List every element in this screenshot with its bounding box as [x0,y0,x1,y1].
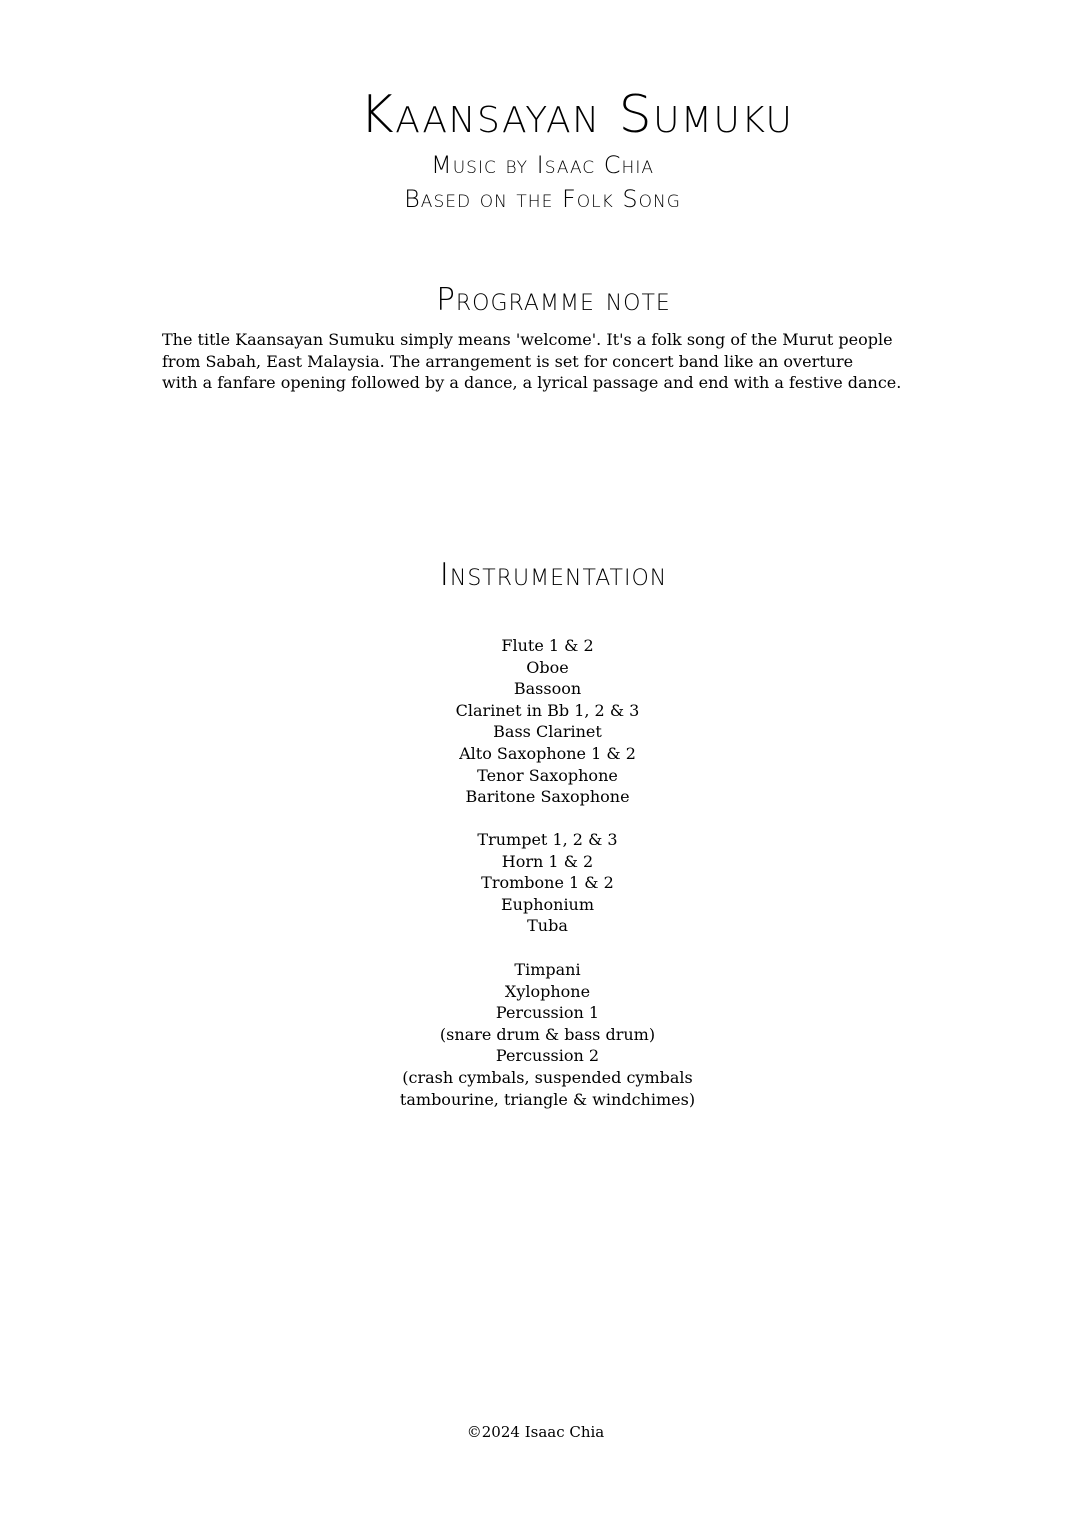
instrument-item: Oboe [526,657,569,677]
instrument-item: Tenor Saxophone [477,765,618,785]
instrument-item: Euphonium [500,894,595,914]
percussion-list [0,959,1071,1110]
instrument-item: Horn 1 & 2 [501,851,594,871]
instrument-item: Percussion 2 [495,1046,600,1066]
source-credit: Based on the Folk Song [404,185,681,213]
instrument-item: Alto Saxophone 1 & 2 [459,743,636,763]
woodwinds-list [0,635,1071,808]
programme-note-line: from Sabah, East Malaysia. The arrangement is set for concert band like an overture [162,351,854,371]
copyright-notice: ©2024 Isaac Chia [466,1423,605,1441]
instrument-item: tambourine, triangle & windchimes) [399,1089,696,1109]
piece-title: Kaansayan Sumuku [359,85,794,145]
instrument-item: Trombone 1 & 2 [481,873,614,893]
instrument-item: Bassoon [513,679,582,699]
instrument-item: Tuba [527,916,568,936]
composer-credit: Music by Isaac Chia [431,151,654,179]
instrument-item: Flute 1 & 2 [501,636,594,655]
programme-note-line: The title Kaansayan Sumuku simply means 'welcome'. It's a folk song of the Murut people [162,330,893,349]
instrument-item: Xylophone [504,981,591,1001]
instrument-item: Clarinet in Bb 1, 2 & 3 [455,700,640,720]
programme-note-line: with a fanfare opening followed by a dance, a lyrical passage and end with a festive dance. [162,373,902,393]
instrumentation-heading: Instrumentation [439,557,668,593]
instrument-item: Trumpet 1, 2 & 3 [477,830,618,849]
instrument-item: Timpani [514,960,581,979]
programme-note-heading: Programme note [436,282,671,318]
instrument-item: (crash cymbals, suspended cymbals [402,1067,693,1087]
instrument-item: Percussion 1 [495,1003,600,1023]
brass-list [0,829,1071,937]
programme-note-text [162,329,942,394]
instrument-item: Baritone Saxophone [465,787,630,807]
instrument-item: (snare drum & bass drum) [439,1024,656,1044]
instrument-item: Bass Clarinet [493,722,602,742]
